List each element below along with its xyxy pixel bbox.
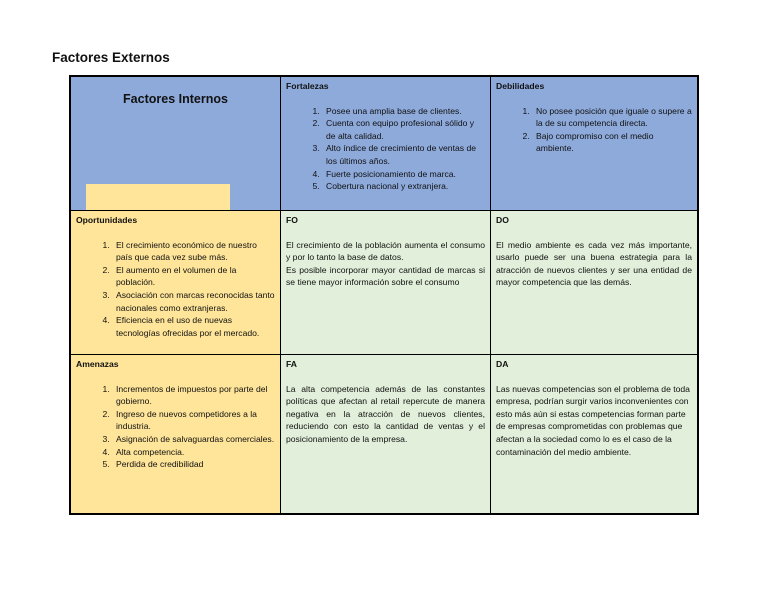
fortalezas-cell (281, 77, 491, 211)
do-text: El medio ambiente es cada vez más importante, usarlo puede ser una buena estrategia para la atracción de nuevos clientes y ser una entidad de mayor competencia que las demás. (496, 239, 692, 288)
list-item: 1. No posee posición que iguale o supere a la de su competencia directa. (532, 105, 692, 130)
amenazas-header: Amenazas (76, 359, 119, 369)
fo-cell (281, 211, 491, 355)
foda-matrix (69, 75, 699, 515)
list-item: 5. Perdida de credibilidad (112, 458, 275, 471)
list-item: 2. Cuenta con equipo profesional sólido y de alta calidad. (322, 117, 485, 142)
fo-header: FO (286, 215, 298, 225)
debilidades-list (496, 105, 692, 155)
list-item: 3. Asociación con marcas reconocidas tanto nacionales como extranjeras. (112, 289, 275, 314)
fo-text: El crecimiento de la población aumenta el consumo y por lo tanto la base de datos. Es posible incorporar mayor cantidad de marcas si se tiene mayor información sobre el consumo (286, 239, 485, 288)
debilidades-header: Debilidades (496, 81, 545, 91)
debilidades-cell (491, 77, 697, 211)
amenazas-list (76, 383, 275, 471)
fa-header: FA (286, 359, 297, 369)
da-text: Las nuevas competencias son el problema de toda empresa, podrían surgir varios inconvenientes con esto más aún si estas competencias forman parte de empresas comprometidas con problemas que afectan a la sociedad como lo es el caso de la contaminación del medio ambiente. (496, 383, 690, 457)
internal-factors-title: Factores Internos (123, 92, 228, 106)
list-item: 2. Ingreso de nuevos competidores a la industria. (112, 408, 275, 433)
list-item: 2. Bajo compromiso con el medio ambiente. (532, 130, 692, 155)
do-cell (491, 211, 697, 355)
list-item: 5. Cobertura nacional y extranjera. (322, 180, 485, 193)
list-item: 3. Asignación de salvaguardas comerciales. (112, 433, 275, 446)
list-item: 4. Alta competencia. (112, 446, 275, 459)
do-header: DO (496, 215, 509, 225)
da-cell (491, 355, 697, 513)
oportunidades-list (76, 239, 275, 340)
fortalezas-list (286, 105, 485, 193)
list-item: 1. El crecimiento económico de nuestro país que cada vez sube más. (112, 239, 275, 264)
list-item: 1. Posee una amplia base de clientes. (322, 105, 485, 118)
list-item: 4. Eficiencia en el uso de nuevas tecnologías ofrecidas por el mercado. (112, 314, 275, 339)
list-item: 1. Incrementos de impuestos por parte del gobierno. (112, 383, 275, 408)
document-title: Factores Externos (52, 50, 170, 65)
list-item: 3. Alto índice de crecimiento de ventas de los últimos años. (322, 142, 485, 167)
list-item: 4. Fuerte posicionamiento de marca. (322, 168, 485, 181)
oportunidades-header: Oportunidades (76, 215, 138, 225)
color-swatch (86, 184, 230, 210)
list-item: 2. El aumento en el volumen de la población. (112, 264, 275, 289)
oportunidades-cell (71, 211, 281, 355)
fa-cell (281, 355, 491, 513)
amenazas-cell (71, 355, 281, 513)
internal-factors-cell (71, 77, 281, 211)
fa-text: La alta competencia además de las constantes políticas que afectan al retail repercute de manera negativa en la atracción de nuevos clientes, reduciendo con esto la cantidad de ventas y el posicionamiento de la empresa. (286, 383, 485, 444)
da-header: DA (496, 359, 509, 369)
fortalezas-header: Fortalezas (286, 81, 329, 91)
